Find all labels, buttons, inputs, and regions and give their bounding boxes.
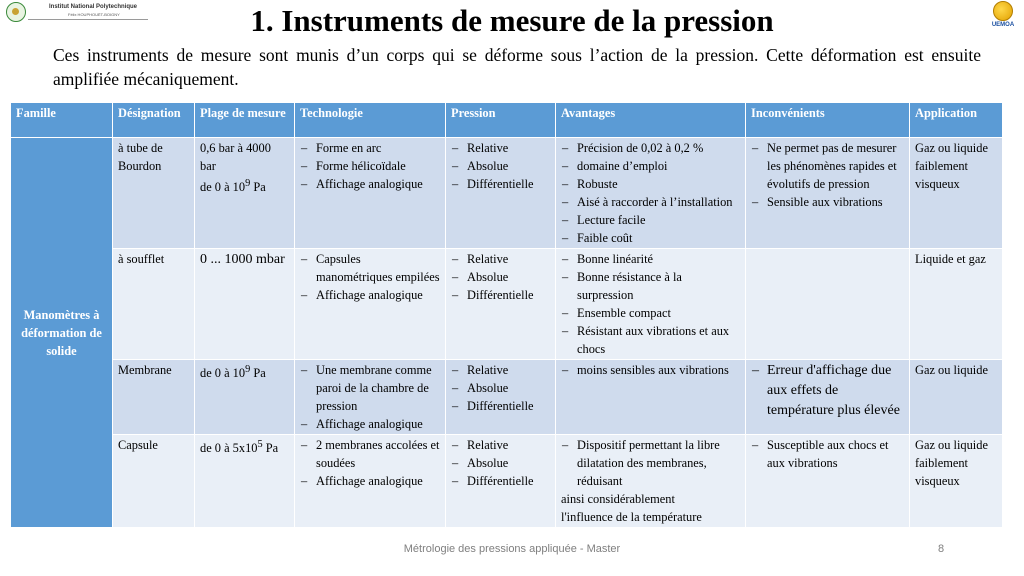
list-item: – Différentielle xyxy=(451,397,550,415)
list-item: – Bonne résistance à la surpression xyxy=(561,268,740,304)
plage-exponent: 5 xyxy=(257,439,263,450)
designation-cell: Capsule xyxy=(113,435,195,528)
list-item: – Absolue xyxy=(451,157,550,175)
plage-cell xyxy=(195,138,295,249)
family-cell: Manomètres à déformation de solide xyxy=(11,138,113,528)
plage-cell: 0 ... 1000 mbar xyxy=(195,249,295,360)
table-row xyxy=(11,360,1003,435)
plage-base: de 0 à 10 xyxy=(200,366,246,381)
list-item: – Susceptible aux chocs et aux vibrations xyxy=(751,436,904,472)
list-item: – Capsules manométriques empilées xyxy=(300,250,440,286)
pression-cell xyxy=(446,435,556,528)
technologie-cell xyxy=(295,435,446,528)
list-item: – Absolue xyxy=(451,268,550,286)
avantages-continuation: ainsi considérablement xyxy=(561,492,675,506)
application-cell: Liquide et gaz xyxy=(910,249,1003,360)
inconvenients-cell xyxy=(746,249,910,360)
technologie-cell xyxy=(295,360,446,435)
list-item: – Différentielle xyxy=(451,472,550,490)
pression-cell xyxy=(446,138,556,249)
list-item: – moins sensibles aux vibrations xyxy=(561,361,740,379)
list-item: – Précision de 0,02 à 0,2 % xyxy=(561,139,740,157)
avantages-cell xyxy=(556,138,746,249)
inconvenients-cell xyxy=(746,360,910,435)
list-item: – Différentielle xyxy=(451,175,550,193)
plage-line xyxy=(200,175,289,196)
plage-exponent: 9 xyxy=(245,364,251,375)
instruments-table xyxy=(10,102,1003,528)
technologie-cell xyxy=(295,249,446,360)
plage-cell xyxy=(195,435,295,528)
list-item: – Résistant aux vibrations et aux chocs xyxy=(561,322,740,358)
designation-cell: à soufflet xyxy=(113,249,195,360)
intro-paragraph: Ces instruments de mesure sont munis d’un corps qui se déforme sous l’action de la pression. Cette déformation est ensuite amplifiée mécaniquement. xyxy=(53,45,981,89)
header-application: Application xyxy=(910,103,1003,138)
technologie-cell xyxy=(295,138,446,249)
header-technologie: Technologie xyxy=(295,103,446,138)
avantages-cell xyxy=(556,360,746,435)
list-item: – Relative xyxy=(451,250,550,268)
header-pression: Pression xyxy=(446,103,556,138)
list-item: – Différentielle xyxy=(451,286,550,304)
plage-base: de 0 à 5x10 xyxy=(200,441,258,456)
list-item: – Relative xyxy=(451,361,550,379)
list-item: – Aisé à raccorder à l’installation xyxy=(561,193,740,211)
slide-footer: Métrologie des pressions appliquée - Master xyxy=(403,543,621,555)
uemoa-wordmark: UEMOA xyxy=(991,22,1015,28)
list-item: – Forme en arc xyxy=(300,139,440,157)
plage-unit: Pa xyxy=(262,441,279,456)
plage-exponent: 9 xyxy=(245,178,251,189)
list-item: – Ne permet pas de mesurer les phénomènes rapides et évolutifs de pression xyxy=(751,139,904,193)
institution-name: Institut National Polytechnique xyxy=(49,4,138,10)
application-cell: Gaz ou liquide faiblement visqueux xyxy=(910,435,1003,528)
designation-cell: à tube de Bourdon xyxy=(113,138,195,249)
list-item: – Relative xyxy=(451,139,550,157)
list-item: – Robuste xyxy=(561,175,740,193)
avantages-cell xyxy=(556,435,746,528)
list-item: – Erreur d'affichage due aux effets de température plus élevée xyxy=(751,361,904,421)
page-number: 8 xyxy=(938,543,945,555)
list-item: – Une membrane comme paroi de la chambre de pression xyxy=(300,361,440,415)
inconvenients-cell xyxy=(746,138,910,249)
institution-subname: Félix HOUPHOUËT-BOIGNY xyxy=(68,12,120,17)
plage-unit: Pa xyxy=(250,366,266,381)
list-item: – Lecture facile xyxy=(561,211,740,229)
plage-base: de 0 à 10 xyxy=(200,180,246,195)
header-plage: Plage de mesure xyxy=(195,103,295,138)
plage-unit: Pa xyxy=(250,180,266,195)
header-famille: Famille xyxy=(11,103,113,138)
pression-cell xyxy=(446,249,556,360)
avantages-cell xyxy=(556,249,746,360)
table-row xyxy=(11,435,1003,528)
list-item: – domaine d’emploi xyxy=(561,157,740,175)
plage-line: 0,6 bar à 4000 bar xyxy=(200,141,271,173)
list-item: – Relative xyxy=(451,436,550,454)
list-item: – Affichage analogique xyxy=(300,286,440,304)
pression-cell xyxy=(446,360,556,435)
designation-cell: Membrane xyxy=(113,360,195,435)
list-item: – Affichage analogique xyxy=(300,175,440,193)
table-header-row xyxy=(11,103,1003,138)
list-item: – Forme hélicoïdale xyxy=(300,157,440,175)
list-item: – 2 membranes accolées et soudées xyxy=(300,436,440,472)
avantages-continuation: l'influence de la température xyxy=(561,510,702,524)
header-designation: Désignation xyxy=(113,103,195,138)
list-item: – Affichage analogique xyxy=(300,472,440,490)
list-item: – Bonne linéarité xyxy=(561,250,740,268)
list-item: – Ensemble compact xyxy=(561,304,740,322)
header-avantages: Avantages xyxy=(556,103,746,138)
list-item: – Absolue xyxy=(451,379,550,397)
slide-title: 1. Instruments de mesure de la pression xyxy=(250,3,774,38)
header-inconvenients: Inconvénients xyxy=(746,103,910,138)
table-row xyxy=(11,138,1003,249)
application-cell: Gaz ou liquide faiblement visqueux xyxy=(910,138,1003,249)
table-row xyxy=(11,249,1003,360)
inconvenients-cell xyxy=(746,435,910,528)
list-item: – Sensible aux vibrations xyxy=(751,193,904,211)
list-item: – Faible coût xyxy=(561,229,740,247)
plage-cell xyxy=(195,360,295,435)
list-item: – Affichage analogique xyxy=(300,415,440,433)
list-item: – Dispositif permettant la libre dilatation des membranes, réduisant xyxy=(561,436,740,490)
list-item: – Absolue xyxy=(451,454,550,472)
application-cell: Gaz ou liquide xyxy=(910,360,1003,435)
